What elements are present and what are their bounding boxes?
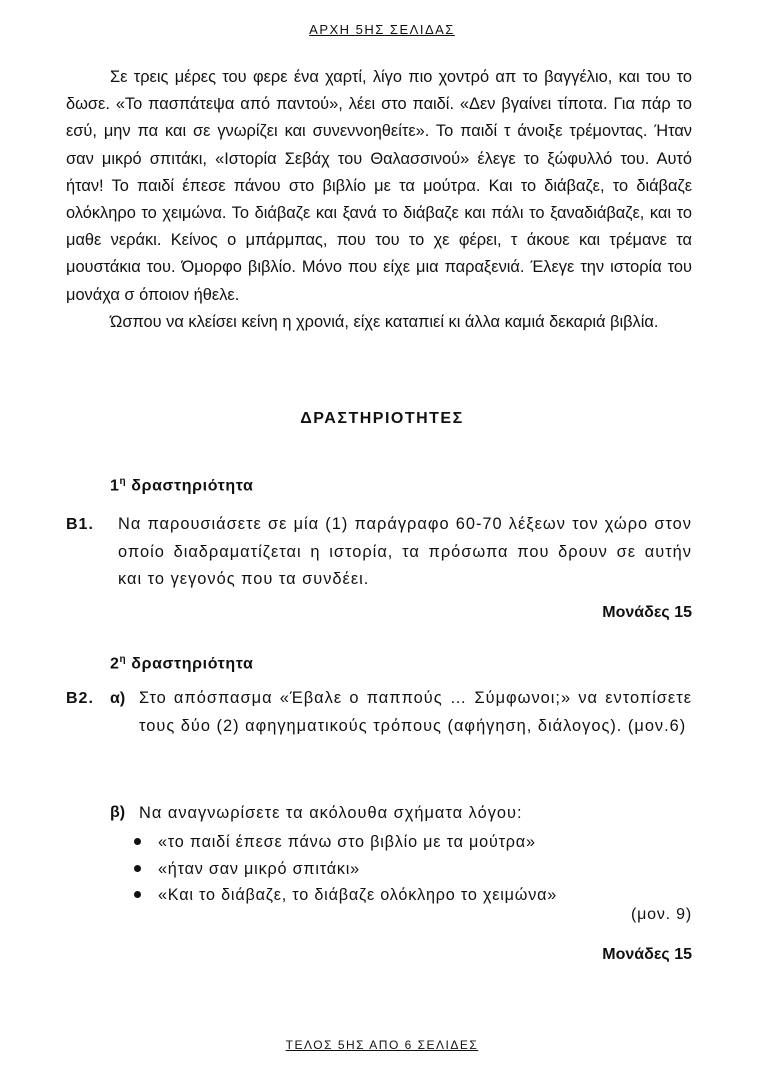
activity-2-number: 2: [110, 655, 120, 673]
activity-1-title: [110, 476, 253, 495]
reading-passage: [66, 64, 692, 336]
page-footer: ΤΕΛΟΣ 5ΗΣ ΑΠΟ 6 ΣΕΛΙΔΕΣ: [285, 1038, 479, 1052]
list-item-text: «ήταν σαν μικρό σπιτάκι»: [158, 859, 360, 878]
subquestion-b-points: (μον. 9): [631, 906, 692, 923]
list-item-text: «το παιδί έπεσε πάνω στο βιβλίο με τα μούτρα»: [158, 833, 536, 851]
bullet-icon: [134, 865, 141, 872]
subquestion-a-label: α): [110, 690, 126, 707]
activity-1-label: δραστηριότητα: [126, 477, 254, 495]
question-b1-text: Να παρουσιάσετε σε μία (1) παράγραφο 60-70 λέξεων τον χώρο στον οποίο διαδραματίζεται η ιστορία, τα πρόσωπα που δρουν σε αυτήν και το γεγονός που τα συνδέει.: [118, 515, 692, 588]
activity-1-ordinal: η: [119, 476, 127, 487]
activity-2-points: Μονάδες 15: [602, 946, 692, 963]
figures-of-speech-list: [132, 829, 557, 909]
passage-paragraph-1: Σε τρεις μέρες του φερε ένα χαρτί, λίγο πιο χοντρό απ το βαγγέλιο, και του το δωσε. «Το πασπάτεψα από παντού», λέει στο παιδί. «Δεν βγαίνει τίποτα. Για πάρ το εσύ, μην πα και σε γνωρίζει και συνεννοηθείτε». Το παιδί τ άνοιξε τρέμοντας. Ήταν σαν μικρό σπιτάκι, «Ιστορία Σεβάχ του Θαλασσινού» έλεγε το ξώφυλλό του. Αυτό ήταν! Το παιδί έπεσε πάνου στο βιβλίο με τα μούτρα. Και το διάβαζε, το διάβαζε ολόκληρο το χειμώνα. Το διάβαζε και ξανά το διάβαζε και πάλι το ξαναδιάβαζε, και το μαθε νεράκι. Κείνος ο μπάρμπας, που του το χε φέρει, τ άκουε και τρέμανε τα μουστάκια του. Όμορφο βιβλίο. Μόνο που είχε μια παραξενιά. Έλεγε την ιστορία του μονάχα σ όποιον ήθελε.: [66, 68, 692, 304]
section-title: ΔΡΑΣΤΗΡΙΟΤΗΤΕΣ: [300, 410, 464, 427]
subquestion-b-label: β): [110, 804, 126, 821]
list-item: [132, 829, 557, 856]
bullet-icon: [134, 838, 141, 845]
passage-paragraph-2: Ώσπου να κλείσει κείνη η χρονιά, είχε καταπιεί κι άλλα καμιά δεκαριά βιβλία.: [110, 312, 659, 331]
question-b1-number: Β1.: [66, 516, 94, 533]
activity-2-ordinal: η: [119, 654, 127, 665]
activity-1-points: Μονάδες 15: [602, 604, 692, 621]
activity-2-title: [110, 654, 253, 673]
question-b2-number: Β2.: [66, 690, 94, 707]
list-item-text: «Και το διάβαζε, το διάβαζε ολόκληρο το χειμώνα»: [158, 886, 558, 904]
subquestion-b-text: Να αναγνωρίσετε τα ακόλουθα σχήματα λόγου:: [139, 804, 523, 822]
page-header: ΑΡΧΗ 5ΗΣ ΣΕΛΙΔΑΣ: [309, 22, 455, 37]
subquestion-a-text: Στο απόσπασμα «Έβαλε ο παππούς … Σύμφωνοι;» να εντοπίσετε τους δύο (2) αφηγηματικούς τρόπους (αφήγηση, διάλογος). (μον.6): [139, 689, 692, 735]
activity-2-label: δραστηριότητα: [126, 655, 254, 673]
list-item: [132, 882, 557, 909]
list-item: [132, 856, 557, 883]
bullet-icon: [134, 891, 141, 898]
activity-1-number: 1: [110, 477, 120, 495]
